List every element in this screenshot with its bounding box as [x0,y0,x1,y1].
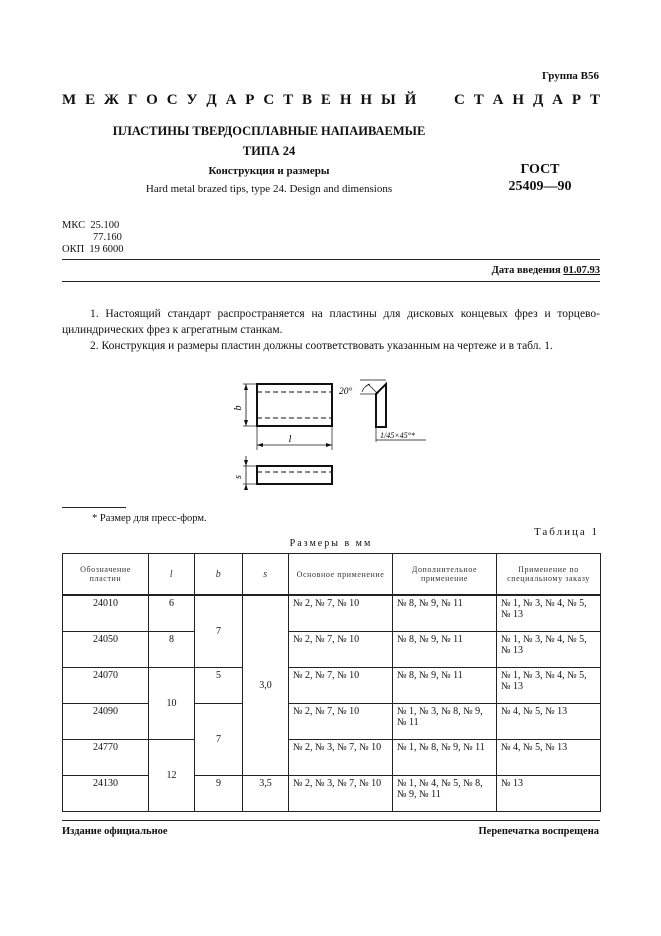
front-view [257,384,332,426]
banner-letter: А [552,92,564,108]
table-header-row [63,554,601,596]
dimension-b-label: b [233,405,244,411]
banner-letter: Н [512,92,525,108]
banner-letter: Р [245,92,255,108]
cell-designation: 24130 [63,776,149,812]
banner-letter: В [302,92,313,108]
gost-number: 25409—90 [508,179,572,194]
banner-letter: Т [283,92,294,108]
cell-l: 12 [149,740,195,812]
table-row [63,776,601,812]
banner-letter: Р [571,92,582,108]
cell-special: № 1, № 3, № 4, № 5, № 13 [497,632,601,668]
cell-designation: 24090 [63,704,149,740]
cell-designation: 24050 [63,632,149,668]
document-title: ПЛАСТИНЫ ТВЕРДОСПЛАВНЫЕ НАПАИВАЕМЫЕ [112,124,426,138]
banner-letter: Н [360,92,373,108]
okp-code: 19 6000 [89,244,124,255]
table-row [63,668,601,704]
cell-designation: 24010 [63,595,149,632]
cell-extra: № 1, № 3, № 8, № 9, № 11 [393,704,497,740]
header-s: s [243,554,289,596]
banner-letter: Ы [380,92,396,108]
banner-letter: С [454,92,465,108]
english-title: Hard metal brazed tips, type 24. Design and dimensions [145,183,393,195]
okp-label: ОКП [62,244,85,255]
cell-l: 10 [149,668,195,740]
table-row [63,740,601,776]
table-units: Размеры в мм [289,538,373,549]
banner-space [425,92,445,109]
cell-l: 8 [149,632,195,668]
cell-extra: № 1, № 4, № 5, № 8, № 9, № 11 [393,776,497,812]
footnote: * Размер для пресс-форм. [92,513,207,524]
interstate-standard-banner [62,92,600,109]
paragraph-1: 1. Настоящий стандарт распространяется на пластины для дисковых концевых фрез и торцево-цилиндрических фрез к агрегатным станкам. [62,308,600,336]
cell-main: № 2, № 7, № 10 [289,704,393,740]
header-b: b [195,554,243,596]
header-special-application: Применение по специальному заказу [497,554,601,596]
cell-main: № 2, № 7, № 10 [289,632,393,668]
banner-letter: С [263,92,275,108]
cell-b: 7 [195,595,243,668]
official-edition: Издание официальное [62,826,168,837]
mks-code-1: 25.100 [90,220,120,231]
mks-code-2: 77.160 [93,232,122,243]
banner-letter: Д [532,92,544,108]
cell-special: № 1, № 3, № 4, № 5, № 13 [497,595,601,632]
cell-extra: № 8, № 9, № 11 [393,632,497,668]
banner-letter: А [225,92,237,108]
cell-special: № 4, № 5, № 13 [497,740,601,776]
cell-extra: № 1, № 8, № 9, № 11 [393,740,497,776]
banner-letter: О [146,92,158,108]
cell-special: № 1, № 3, № 4, № 5, № 13 [497,668,601,704]
document-title-type: ТИПА 24 [242,144,296,158]
footer-rule [62,820,600,821]
mks-label: МКС [62,220,86,231]
divider [62,281,600,282]
cell-main: № 2, № 3, № 7, № 10 [289,740,393,776]
cell-extra: № 8, № 9, № 11 [393,668,497,704]
gost-designation [470,161,610,195]
banner-letter: Н [339,92,352,108]
banner-letter: У [186,92,198,108]
cell-b: 5 [195,668,243,704]
document-subtitle: Конструкция и размеры [208,165,330,177]
side-view [376,384,386,427]
header-designation: Обозначение пластин [63,554,149,596]
table-caption: Таблица 1 [533,526,599,538]
banner-letter: С [166,92,178,108]
cell-main: № 2, № 7, № 10 [289,595,393,632]
header-l: l [149,554,195,596]
dimension-l-label: l [288,434,292,445]
bottom-view [257,466,332,484]
cell-designation: 24770 [63,740,149,776]
table-row [63,632,601,668]
angle-label: 20° [339,387,353,397]
banner-letter: Т [589,92,600,108]
cell-extra: № 8, № 9, № 11 [393,595,497,632]
introduction-date-label: Дата введения [491,265,561,276]
classification-codes [62,220,124,256]
banner-letter: Й [404,92,417,108]
dimensions-table [62,553,601,812]
cell-b: 9 [195,776,243,812]
gost-label: ГОСТ [520,162,560,177]
cell-main: № 2, № 3, № 7, № 10 [289,776,393,812]
introduction-date [492,265,600,276]
cell-s: 3,5 [243,776,289,812]
banner-letter: Е [85,92,96,108]
chamfer-label: 1/45×45°* [380,431,415,440]
cell-designation: 24070 [63,668,149,704]
divider [62,259,600,260]
banner-letter: Д [206,92,217,108]
table-row [63,595,601,632]
dimension-s-label: s [233,475,244,479]
banner-letter: Ж [103,92,119,108]
table-row [63,704,601,740]
banner-letter: Г [127,92,138,108]
banner-letter: А [492,92,504,108]
footnote-rule [62,507,126,508]
cell-special: № 4, № 5, № 13 [497,704,601,740]
cell-b: 7 [195,704,243,776]
introduction-date-value: 01.07.93 [563,265,600,276]
cell-special: № 13 [497,776,601,812]
cell-l: 6 [149,595,195,632]
banner-letter: М [62,92,77,108]
banner-letter: Т [473,92,484,108]
cell-s: 3,0 [243,595,289,776]
paragraph-2: 2. Конструкция и размеры пластин должны соответствовать указанным на чертеже и в табл. 1. [90,340,553,352]
cell-main: № 2, № 7, № 10 [289,668,393,704]
group-code: Группа В56 [541,70,599,82]
header-extra-application: Дополнительное применение [393,554,497,596]
header-main-application: Основное применение [289,554,393,596]
banner-letter: Е [320,92,331,108]
tip-drawing [230,372,450,492]
reprint-prohibited: Перепечатка воспрещена [478,826,599,837]
